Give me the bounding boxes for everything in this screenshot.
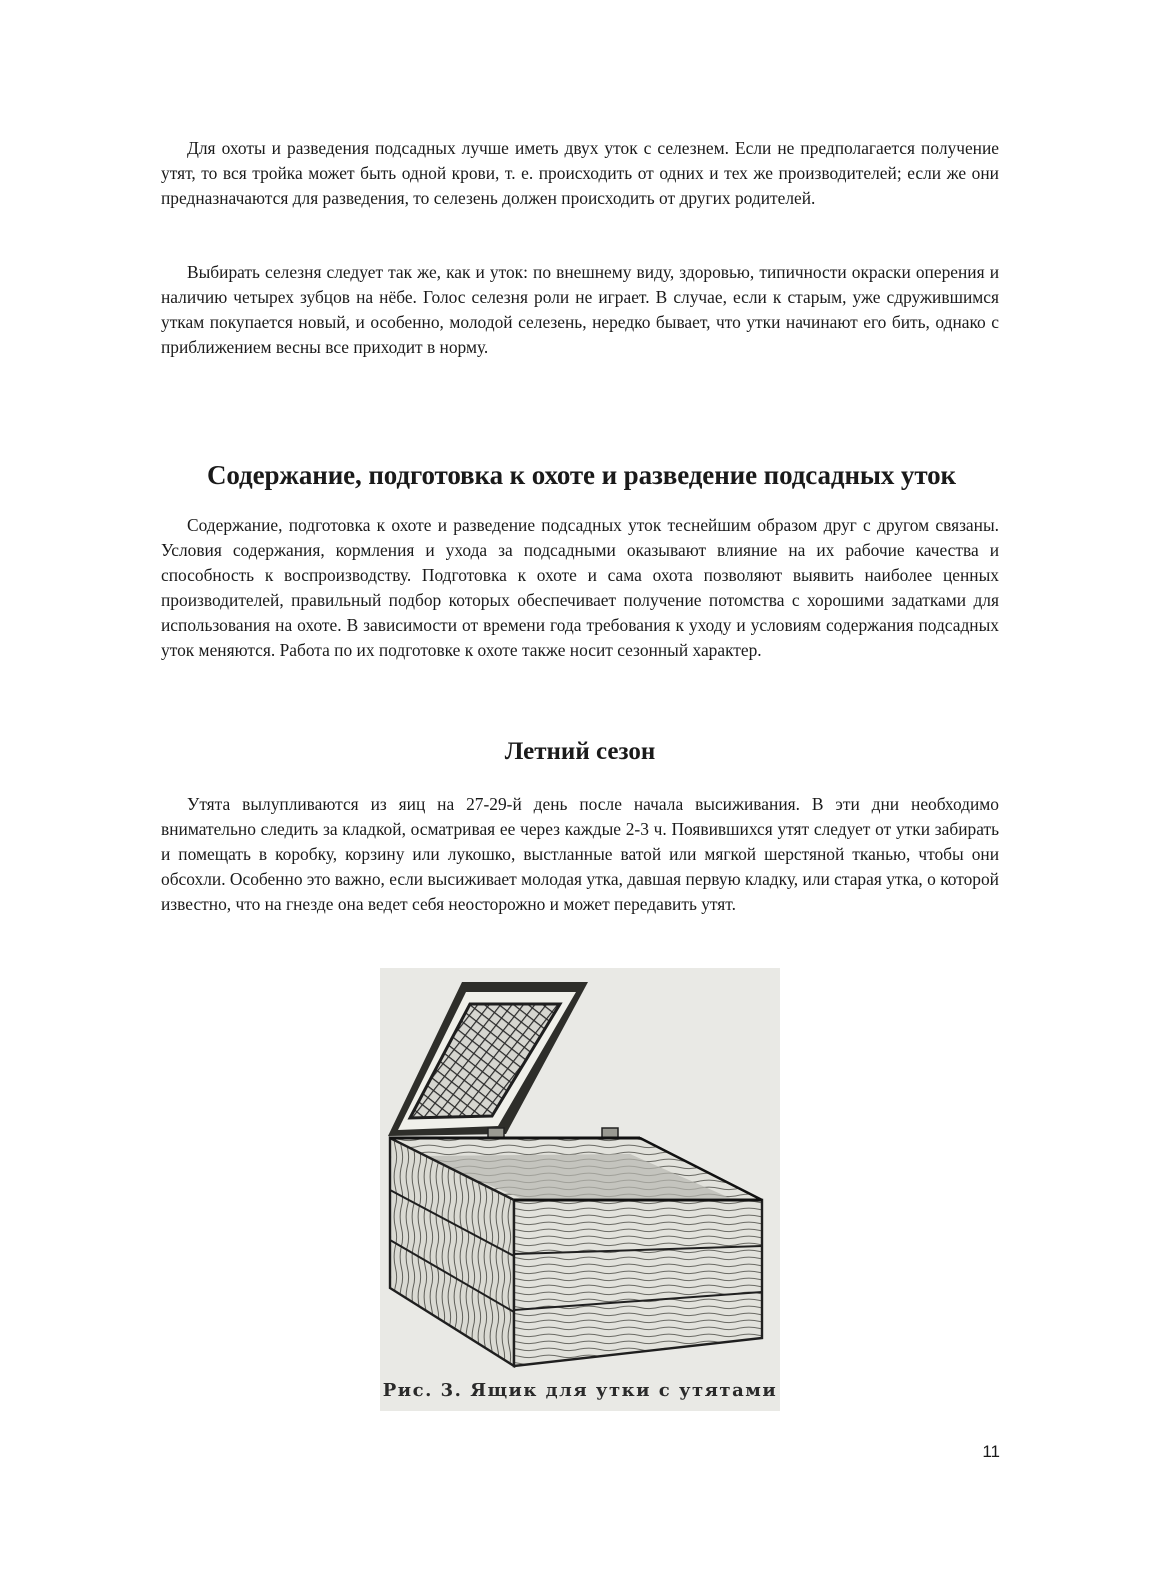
paragraph-ducklings-hatching: Утята вылупливаются из яиц на 27-29-й день после начала высиживания. В эти дни необходимо внимательно следить за кладкой, осматривая ее через каждые 2-3 ч. Появившихся утят следует от утки забирать и помещать в коробку, корзину или лукошко, выстланные ватой или мягкой шерстяной тканью, чтобы они обсохли. Особенно это важно, если высиживает молодая утка, давшая первую кладку, или старая утка, о которой известно, что на гнезде она ведет себя неосторожно и может передавить утят. [161, 794, 999, 914]
subsection-heading: Летний сезон [504, 738, 656, 765]
section-heading: Содержание, подготовка к охоте и разведение подсадных уток [206, 460, 956, 490]
paragraph-keeping-overview: Содержание, подготовка к охоте и разведение подсадных уток теснейшим образом друг с другом связаны. Условия содержания, кормления и ухода за подсадными оказывают влияние на их рабочие качества и способность к воспроизводству. Подготовка к охоте и сама охота позволяют выявить наиболее ценных производителей, правильный подбор которых обеспечивает получение потомства с хорошими задатками для использования на охоте. В зависимости от времени года требования к уходу и условиям содержания подсадных уток меняются. Работа по их подготовке к охоте также носит сезонный характер. [161, 515, 999, 660]
page-number: 11 [982, 1442, 1000, 1461]
figure-caption: Рис. 3. Ящик для утки с утятами [382, 1380, 778, 1401]
paragraph-breeding-trio: Для охоты и разведения подсадных лучше иметь двух уток с селезнем. Если не предполагается получение утят, то вся тройка может быть одной крови, т. е. происходить от одних и тех же производителей; если же они предназначаются для разведения, то селезень должен происходить от других родителей. [161, 138, 999, 208]
wooden-box-icon [380, 968, 780, 1368]
paragraph-choosing-drake: Выбирать селезня следует так же, как и уток: по внешнему виду, здоровью, типичности окраски оперения и наличию четырех зубцов на нёбе. Голос селезня роли не играет. В случае, если к старым, уже сдружившимся уткам покупается новый, и особенно, молодой селезень, нередко бывает, что утки начинают его бить, однако с приближением весны все приходит в норму. [161, 262, 999, 357]
figure-duck-box [380, 968, 780, 1411]
